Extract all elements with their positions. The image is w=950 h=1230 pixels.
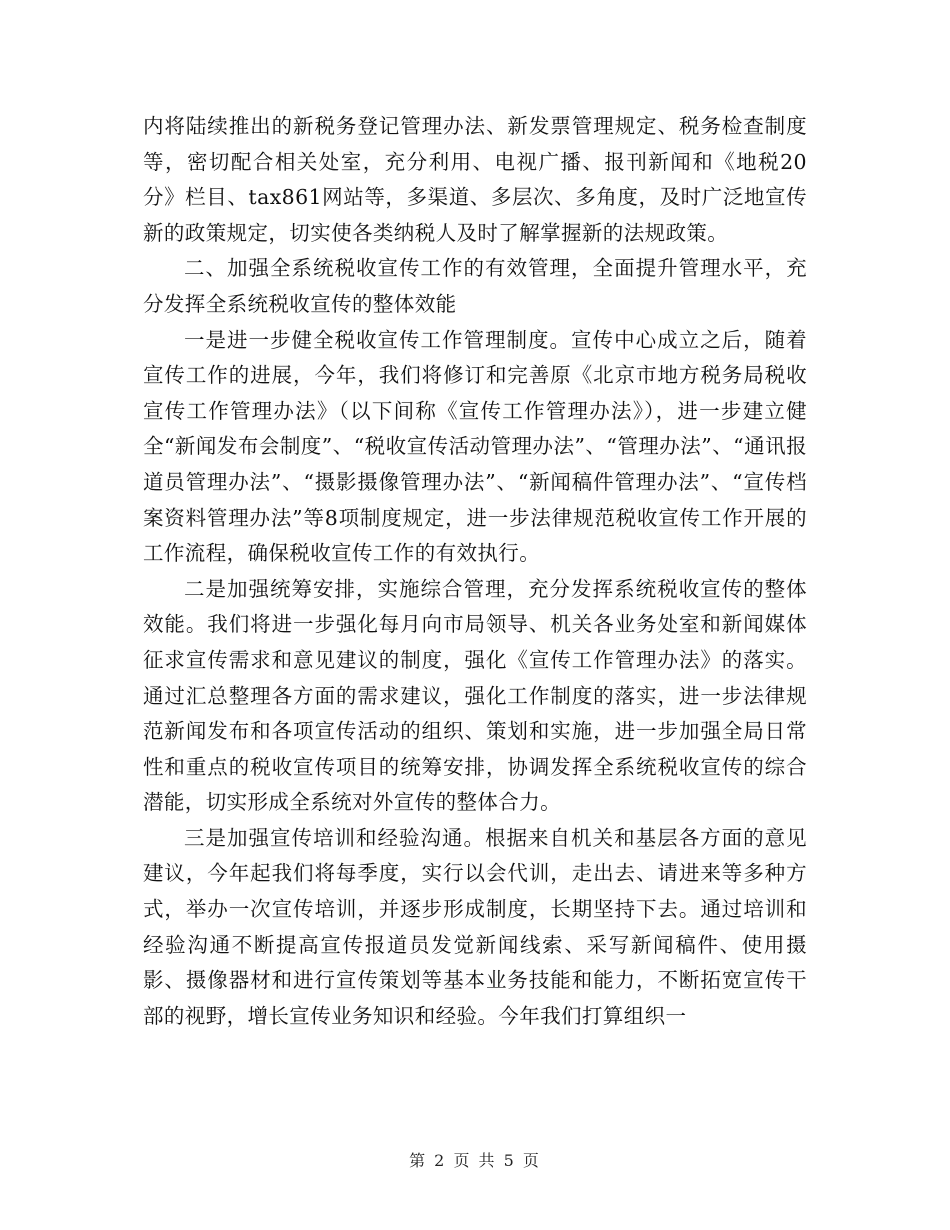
section-heading: 二、加强全系统税收宣传工作的有效管理，全面提升管理水平，充分发挥全系统税收宣传的整体效能 xyxy=(143,256,807,316)
paragraph-item-3: 三是加强宣传培训和经验沟通。根据来自机关和基层各方面的意见建议，今年起我们将每季度，实行以会代训，走出去、请进来等多种方式，举办一次宣传培训，并逐步形成制度，长期坚持下去。通过培训和经验沟通不断提高宣传报道员发觉新闻线索、采写新闻稿件、使用摄影、摄像器材和进行宣传策划等基本业务技能和能力，不断拓宽宣传干部的视野，增长宣传业务知识和经验。今年我们打算组织一 xyxy=(143,825,807,1028)
document-body xyxy=(143,109,807,1034)
paragraph-item-2: 二是加强统筹安排，实施综合管理，充分发挥系统税收宣传的整体效能。我们将进一步强化每月向市局领导、机关各业务处室和新闻媒体征求宣传需求和意见建议的制度，强化《宣传工作管理办法》的落实。通过汇总整理各方面的需求建议，强化工作制度的落实，进一步法律规范新闻发布和各项宣传活动的组织、策划和实施，进一步加强全局日常性和重点的税收宣传项目的统筹安排，协调发挥全系统税收宣传的综合潜能，切实形成全系统对外宣传的整体合力。 xyxy=(143,576,807,815)
page-number-footer: 第 2 页 共 5 页 xyxy=(409,1151,541,1170)
paragraph-continuation: 内将陆续推出的新税务登记管理办法、新发票管理规定、税务检查制度等，密切配合相关处室，充分利用、电视广播、报刊新闻和《地税20分》栏目、tax861网站等，多渠道、多层次、多角度，及时广泛地宣传新的政策规定，切实使各类纳税人及时了解掌握新的法规政策。 xyxy=(143,114,807,245)
paragraph-item-1: 一是进一步健全税收宣传工作管理制度。宣传中心成立之后，随着宣传工作的进展，今年，我们将修订和完善原《北京市地方税务局税收宣传工作管理办法》（以下间称《宣传工作管理办法》），进一步建立健全“新闻发布会制度”、“税收宣传活动管理办法”、“管理办法”、“通讯报道员管理办法”、“摄影摄像管理办法”、“新闻稿件管理办法”、“宣传档案资料管理办法”等8项制度规定，进一步法律规范税收宣传工作开展的工作流程，确保税收宣传工作的有效执行。 xyxy=(143,327,807,566)
